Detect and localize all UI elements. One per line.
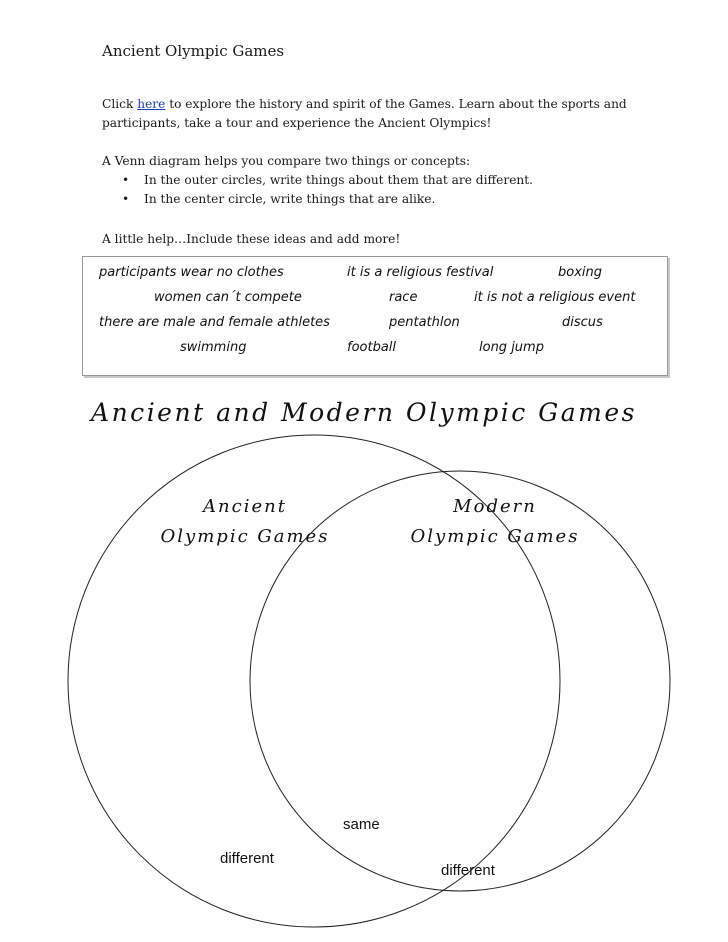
idea-item: race bbox=[389, 290, 418, 305]
idea-item: participants wear no clothes bbox=[99, 265, 284, 280]
left-circle-title-line: Ancient bbox=[203, 496, 287, 517]
idea-item: boxing bbox=[558, 265, 603, 280]
intro-text-before: Click bbox=[102, 97, 138, 111]
idea-item: it is a religious festival bbox=[347, 265, 494, 280]
idea-item: swimming bbox=[180, 340, 247, 355]
instruction-text: In the center circle, write things that are alike. bbox=[144, 192, 436, 206]
right-circle-title-line: Olympic Games bbox=[410, 526, 580, 547]
venn-explain-text: A Venn diagram helps you compare two things or concepts: bbox=[102, 154, 471, 168]
intro-text-after: to explore the history and spirit of the Games. Learn about the sports and participants, take a tour and experience the Ancient Olympics! bbox=[102, 97, 627, 130]
idea-item: long jump bbox=[479, 340, 544, 355]
instruction-text: In the outer circles, write things about them that are different. bbox=[144, 173, 534, 187]
bullet-icon: • bbox=[122, 192, 130, 206]
right-different-label: different bbox=[441, 862, 495, 879]
right-circle-title-line: Modern bbox=[453, 496, 537, 517]
idea-item: women can´t compete bbox=[154, 290, 302, 305]
idea-item: there are male and female athletes bbox=[99, 315, 330, 330]
document-title: Ancient Olympic Games bbox=[102, 42, 285, 60]
here-link[interactable]: here bbox=[137, 97, 166, 111]
idea-item: discus bbox=[562, 315, 603, 330]
left-different-label: different bbox=[220, 850, 274, 867]
right-circle-title bbox=[400, 492, 590, 552]
idea-item: it is not a religious event bbox=[474, 290, 636, 305]
diagram-heading: Ancient and Modern Olympic Games bbox=[91, 398, 637, 427]
bullet-icon: • bbox=[122, 173, 130, 187]
left-circle-title-line: Olympic Games bbox=[160, 526, 330, 547]
same-label: same bbox=[343, 816, 380, 833]
idea-item: pentathlon bbox=[389, 315, 460, 330]
help-line: A little help…Include these ideas and add more! bbox=[102, 232, 401, 246]
left-circle-title bbox=[150, 492, 340, 552]
idea-item: football bbox=[347, 340, 397, 355]
